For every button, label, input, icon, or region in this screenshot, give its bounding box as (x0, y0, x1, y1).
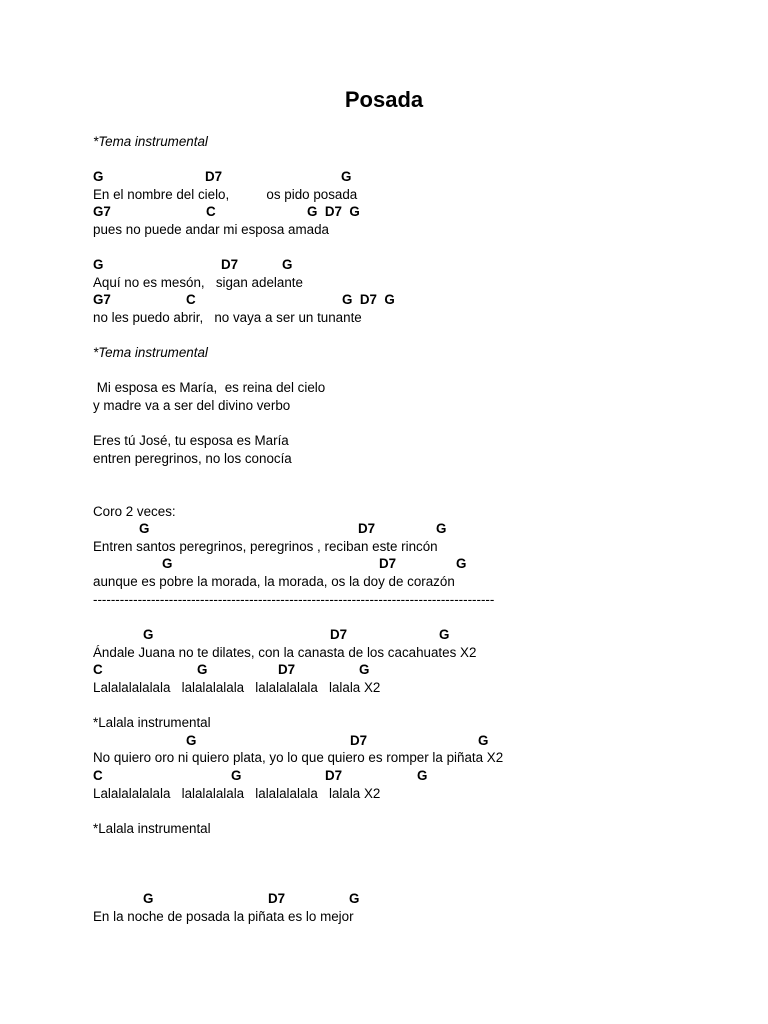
note-text: *Tema instrumental (93, 134, 208, 149)
chord-line (0, 291, 768, 309)
lyric-line (0, 679, 768, 697)
lyric-text: Ándale Juana no te dilates, con la canasta de los cacahuates X2 (93, 645, 477, 660)
lyric-line (0, 186, 768, 204)
chord-label: G (162, 556, 173, 571)
chord-label: G (139, 521, 150, 536)
lyric-text: Lalalalalalala lalalalalala lalalalalala lalala X2 (93, 680, 381, 695)
chord-label: G (439, 627, 450, 642)
chord-label: G7 (93, 292, 111, 307)
chord-label: G (197, 662, 208, 677)
instrumental-note (0, 344, 768, 362)
chord-label: D7 (379, 556, 397, 571)
lyric-line (0, 908, 768, 926)
lyric-text: entren peregrinos, no los conocía (93, 451, 292, 466)
chord-label: G D7 G (342, 292, 395, 307)
chord-line (0, 890, 768, 908)
lyric-line (0, 450, 768, 468)
chord-label: G (349, 891, 360, 906)
chord-label: G (186, 733, 197, 748)
chord-label: D7 (221, 257, 239, 272)
chord-label: G (93, 257, 104, 272)
lyric-text: Eres tú José, tu esposa es María (93, 433, 289, 448)
lyric-text: Coro 2 veces: (93, 504, 176, 519)
chord-label: G (359, 662, 370, 677)
lyric-text: y madre va a ser del divino verbo (93, 398, 291, 413)
lyric-line (0, 714, 768, 732)
chord-label: D7 (325, 768, 343, 783)
chord-label: D7 (268, 891, 286, 906)
chord-label: C (93, 768, 103, 783)
chord-label: G (282, 257, 293, 272)
page-title: Posada (344, 87, 424, 112)
chord-label: D7 (358, 521, 376, 536)
lyric-line (0, 379, 768, 397)
chord-label: G (478, 733, 489, 748)
chord-label: G (417, 768, 428, 783)
lyric-line (0, 221, 768, 239)
lyric-line (0, 644, 768, 662)
lyric-text: Entren santos peregrinos, peregrinos , reciban este rincón (93, 539, 438, 554)
chord-line (0, 520, 768, 538)
chord-line (0, 661, 768, 679)
chord-label: G (143, 891, 154, 906)
chord-label: D7 (350, 733, 368, 748)
chord-label: D7 (330, 627, 348, 642)
lyric-text: *Lalala instrumental (93, 715, 211, 730)
lyric-line (0, 274, 768, 292)
lyric-text: aunque es pobre la morada, la morada, os la doy de corazón (93, 574, 455, 589)
lyric-text: No quiero oro ni quiero plata, yo lo que quiero es romper la piñata X2 (93, 750, 504, 765)
lyric-text: En el nombre del cielo, os pido posada (93, 187, 358, 202)
chord-line (0, 203, 768, 221)
lyric-line (0, 397, 768, 415)
chord-label: G (93, 169, 104, 184)
chord-label: G (231, 768, 242, 783)
chord-label: G (456, 556, 467, 571)
lyric-line (0, 309, 768, 327)
note-text: *Tema instrumental (93, 345, 208, 360)
lyric-text: pues no puede andar mi esposa amada (93, 222, 329, 237)
chord-label: D7 (205, 169, 223, 184)
lyric-line (0, 573, 768, 591)
chord-label: C (93, 662, 103, 677)
instrumental-note (0, 133, 768, 151)
chord-line (0, 767, 768, 785)
lyric-text: En la noche de posada la piñata es lo mejor (93, 909, 354, 924)
chord-label: C (206, 204, 216, 219)
lyric-text: no les puedo abrir, no vaya a ser un tunante (93, 310, 362, 325)
lyric-line (0, 538, 768, 556)
chord-line (0, 256, 768, 274)
lyric-line (0, 749, 768, 767)
lyric-line (0, 591, 768, 609)
lyric-text: *Lalala instrumental (93, 821, 211, 836)
chord-line (0, 168, 768, 186)
chord-label: G (436, 521, 447, 536)
chord-label: G D7 G (307, 204, 360, 219)
chord-label: G (143, 627, 154, 642)
chord-label: G7 (93, 204, 111, 219)
lyric-line (0, 432, 768, 450)
lyric-text: Lalalalalalala lalalalalala lalalalalala lalala X2 (93, 786, 381, 801)
lyric-line (0, 503, 768, 521)
chord-line (0, 732, 768, 750)
chord-label: D7 (278, 662, 296, 677)
chord-line (0, 555, 768, 573)
chord-label: C (186, 292, 196, 307)
lyric-text: ------------------------------------------------------------------------------------------ (93, 592, 495, 607)
chord-label: G (341, 169, 352, 184)
lyric-line (0, 820, 768, 838)
lyric-line (0, 785, 768, 803)
chord-line (0, 626, 768, 644)
lyric-text: Mi esposa es María, es reina del cielo (93, 380, 326, 395)
lyric-text: Aquí no es mesón, sigan adelante (93, 275, 303, 290)
